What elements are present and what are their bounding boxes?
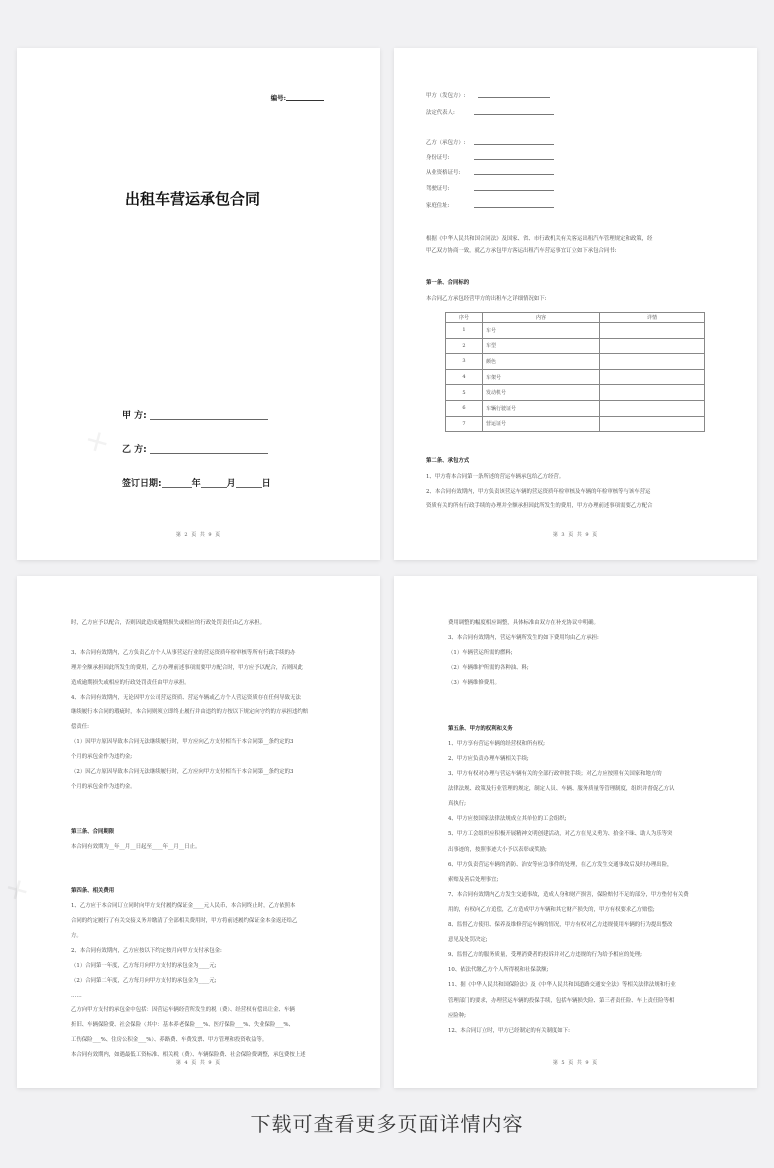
body-line: 乙方向甲方支付的承包金中包括：因营运车辆经营所发生的税（费）、经营权有偿出让金、车辆 — [71, 1007, 295, 1014]
body-line: 本合同有效期为__年__月__日起至____年__月__日止。 — [71, 843, 201, 850]
table-row — [446, 338, 705, 354]
party-a-line — [122, 408, 268, 421]
body-line: 偿责任: — [71, 724, 89, 731]
body-line: 1、甲方享有营运车辆的经营权和所有权; — [448, 740, 545, 747]
row-number: 5 — [446, 385, 483, 401]
contract-number-label: 编号: — [270, 94, 286, 102]
row-detail — [600, 338, 705, 354]
body-line: 管理部门的要求，办理营运车辆的投保手续，包括车辆损失险、第三者责任险、车上责任险等相 — [448, 997, 675, 1004]
body-line: 用的，有权向乙方追偿，乙方造成甲方车辆和其它财产损失的，甲方有权要求乙方赔偿; — [448, 906, 655, 913]
row-number: 4 — [446, 369, 483, 385]
body-line: 7、本合同有效期内乙方发生交通事故，造成人身和财产损害，保险赔付不足的部分，甲方垫付有关费 — [448, 891, 689, 898]
watermark: ✕ — [80, 424, 115, 462]
party-field-blank — [474, 144, 554, 145]
party-field-label: 乙方（承包方）: — [426, 140, 466, 146]
body-line: 6、甲方负责营运车辆的消防、治安等应急事件的处理，在乙方发生交通事故后及时办理出险， — [448, 861, 673, 868]
page-footer: 第 3 页 共 9 页 — [552, 532, 599, 538]
body-line: 5、甲方工会组织应积极开展精神文明创建活动，对乙方在见义勇为、拾金不昧、助人为乐等突 — [448, 831, 673, 838]
party-field — [426, 168, 460, 176]
body-line: 2、本合同有效期内，乙方应按以下约定按月向甲方支付承包金: — [71, 947, 222, 954]
body-line: 10、依法代缴乙方个人所得税和社保款额; — [448, 967, 549, 974]
body-line: 真执行; — [448, 801, 466, 808]
table-header: 序号 — [446, 313, 483, 323]
sign-date-label: 签订日期: — [122, 479, 162, 489]
vehicle-details-table — [445, 312, 705, 432]
page-footer: 第 2 页 共 9 页 — [175, 532, 222, 538]
article-2-line: 1、甲方将本合同第一条所述的营运车辆承包给乙方经营。 — [426, 474, 565, 480]
body-line: 3、本合同有效期内，营运车辆所发生的如下费用均由乙方承担: — [448, 635, 599, 642]
body-line: 2、甲方应负责办理车辆相关手续; — [448, 755, 529, 762]
row-item: 车型 — [483, 338, 600, 354]
party-field-blank — [478, 97, 550, 98]
party-field-label: 从业资格证号: — [426, 170, 461, 176]
article-2-line: 2、本合同有效期内，甲方负责该营运车辆的营运资质年检审核及车辆的年检审核等与该车营运 — [426, 489, 651, 495]
party-field — [426, 108, 455, 116]
contract-number-blank — [286, 94, 324, 101]
row-number: 1 — [446, 323, 483, 339]
sign-date-line — [122, 476, 271, 489]
body-line: 造成逾期损失或相应的行政处罚责任由甲方承担。 — [71, 679, 190, 686]
row-number: 6 — [446, 400, 483, 416]
body-line: 个月的承包金作为违约金; — [71, 754, 133, 761]
party-field-blank — [474, 190, 554, 191]
page-footer: 第 5 页 共 9 页 — [552, 1060, 599, 1066]
body-line: 意见及处罚决定; — [448, 937, 488, 944]
body-line: 折旧、车辆保险费、社会保险（其中：基本养老保险___%、医疗保险___%、失业保险___%、 — [71, 1022, 294, 1029]
party-field-label: 身份证号: — [426, 155, 450, 161]
body-line: （3）车辆维修费用。 — [448, 680, 500, 687]
page-footer: 第 4 页 共 9 页 — [175, 1060, 222, 1066]
article-2-line: 资质有关的所有行政手续的办理并全额承担因此所发生的费用，甲方办理前述事项需要乙方配合 — [426, 503, 653, 509]
body-line: 8、监督乙方使用、保养及维修营运车辆的情况，甲方有权对乙方违规使用车辆的行为提出整改 — [448, 922, 673, 928]
article-1-text: 本合同乙方承包经营甲方的出租车之详细情况如下: — [426, 296, 547, 302]
article-2-title: 第二条、承包方式 — [426, 458, 470, 464]
party-field-blank — [474, 174, 554, 175]
party-field-label: 家庭住址: — [426, 203, 450, 209]
row-number: 3 — [446, 354, 483, 370]
table-row — [446, 400, 705, 416]
row-item: 颜色 — [483, 354, 600, 370]
watermark: ✕ — [0, 872, 35, 910]
table-row — [446, 369, 705, 385]
body-line: 个月的承包金作为违约金。 — [71, 783, 136, 790]
year-label: 年 — [191, 479, 201, 489]
party-field — [426, 184, 449, 192]
section-heading: 第五条、甲方的权利和义务 — [448, 725, 513, 732]
body-line: 应险种; — [448, 1012, 466, 1019]
body-line: 继续履行本合同的瑕疵时，本合同则须立即终止履行并由违约的方按以下规定向守约的方承担违约赔 — [71, 709, 309, 716]
section-heading: 第三条、合同期限 — [71, 828, 115, 835]
cover-title: 出租车营运承包合同 — [125, 190, 261, 208]
party-field — [426, 91, 466, 99]
party-field-blank — [474, 207, 554, 208]
body-line: 理并全额承担因此所发生的费用，乙方办理前述事项需要甲方配合时，甲方应予以配合，否则因此 — [71, 664, 303, 671]
party-b-line — [122, 442, 268, 455]
body-line: 索赔及善后处理事宜; — [448, 876, 499, 883]
contract-page-5 — [394, 576, 757, 1088]
section-heading: 第四条、相关费用 — [71, 888, 115, 895]
body-line: （1）因甲方原因导致本合同无法继续履行时，甲方应向乙方支付相当于本合同第__条约定的3 — [71, 739, 294, 746]
intro-line-1: 根据《中华人民共和国合同法》及国家、省、市行政机关有关客运出租汽车管理规定和政策，经 — [426, 236, 653, 242]
party-b-blank — [150, 445, 268, 454]
body-line: 4、甲方应按国家法律法规成立其单位的工会组织; — [448, 816, 567, 823]
body-line: 3、本合同有效期内，乙方负责乙方个人从事营运行业的营运资质年检审核等所有行政手续的办 — [71, 649, 296, 656]
body-line: 9、监督乙方的服务质量，受理消费者的投诉并对乙方违规的行为给予相应的处理; — [448, 952, 642, 959]
party-field-label: 驾驶证号: — [426, 186, 450, 192]
table-row — [446, 385, 705, 401]
party-b-label: 乙 方: — [122, 445, 147, 455]
body-line: 12、本合同订立时，甲方已经制定的有关制度如下: — [448, 1027, 570, 1034]
party-field-label: 甲方（发包方）: — [426, 93, 466, 99]
row-item: 车架号 — [483, 369, 600, 385]
body-line: （1）车辆营运所需的燃料; — [448, 650, 513, 657]
party-field-label: 法定代表人: — [426, 110, 455, 116]
row-detail — [600, 323, 705, 339]
body-line: （2）车辆维护所需的各种油、料; — [448, 665, 529, 672]
party-field — [426, 201, 449, 209]
body-line: 时，乙方应予以配合，否则因此造成逾期损失或相应的行政处罚责任由乙方承担。 — [71, 620, 266, 626]
body-line: 3、甲方有权对办理与营运车辆有关的全部行政审批手续；对乙方应按照有关国家和地方的 — [448, 771, 662, 777]
row-item: 车辆行驶证号 — [483, 400, 600, 416]
row-item: 车号 — [483, 323, 600, 339]
month-label: 月 — [226, 479, 236, 489]
body-line: 方。 — [71, 932, 82, 939]
table-header: 内容 — [483, 313, 600, 323]
body-line: （1）合同第一年度，乙方每月向甲方支付的承包金为____元; — [71, 962, 217, 969]
body-line: 4、本合同有效期内，无论因甲方公司营运资质、营运车辆或乙方个人营运资质存在任何导致无法 — [71, 694, 301, 701]
body-line: （2）因乙方原因导致本合同无法继续履行时，乙方应向甲方支付相当于本合同第__条约定的3 — [71, 769, 294, 775]
body-line: 出事迹的，按照事迹大小予以表彰或奖励; — [448, 846, 547, 853]
body-line: （2）合同第二年度，乙方每月向甲方支付的承包金为____元; — [71, 977, 217, 984]
row-item: 发动机号 — [483, 385, 600, 401]
row-detail — [600, 369, 705, 385]
row-detail — [600, 400, 705, 416]
row-item: 营运证号 — [483, 416, 600, 432]
article-1-title: 第一条、合同标的 — [426, 280, 470, 286]
party-a-blank — [150, 411, 268, 420]
contract-page-4 — [0, 576, 380, 1088]
table-row — [446, 416, 705, 432]
row-number: 2 — [446, 338, 483, 354]
download-caption: 下载可查看更多页面详情内容 — [250, 1112, 524, 1136]
contract-page-3 — [394, 48, 757, 560]
body-line: 11、据《中华人民共和国保险法》及《中华人民共和国道路交通安全法》等相关法律法规和行业 — [448, 982, 676, 989]
party-a-label: 甲 方: — [122, 411, 147, 421]
row-detail — [600, 416, 705, 432]
table-header: 详情 — [600, 313, 705, 323]
party-field-blank — [474, 114, 554, 115]
table-row — [446, 354, 705, 370]
day-label: 日 — [261, 479, 271, 489]
body-line: 费用调整的幅度相应调整，具体标准由双方在补充协议中明确。 — [448, 620, 599, 626]
row-detail — [600, 385, 705, 401]
table-row — [446, 323, 705, 339]
party-field — [426, 138, 466, 146]
body-line: 法律法规、政策及行业管理的规定，制定人员、车辆、服务质量等管理制度，组织并督促乙方认 — [448, 786, 675, 793]
intro-line-2: 甲乙双方协商一致，就乙方承包甲方客运出租汽车营运事宜订立如下承包合同书: — [426, 248, 617, 254]
contract-cover-page — [17, 48, 380, 560]
body-line: 工伤保险___%、住房公积金___%）、养路费、车费发票、甲方管理和投资收益等。 — [71, 1037, 268, 1044]
body-line: 本合同有效期内，如遇最低工资标准、相关税（费）、车辆保险费、社会保险费调整，承包费按上述 — [71, 1052, 306, 1059]
party-field-blank — [474, 159, 554, 160]
row-number: 7 — [446, 416, 483, 432]
party-field — [426, 153, 449, 161]
body-line: 1、乙方应于本合同订立同时向甲方支付履约保证金____元人民币，本合同终止时，乙方依照本 — [71, 903, 296, 910]
contract-number-line — [271, 93, 324, 102]
row-detail — [600, 354, 705, 370]
body-line: 合同的约定履行了有关交接义务并缴清了全部相关费用时，甲方将前述履约保证金本金返还给乙 — [71, 918, 298, 924]
body-line: …… — [71, 992, 82, 999]
